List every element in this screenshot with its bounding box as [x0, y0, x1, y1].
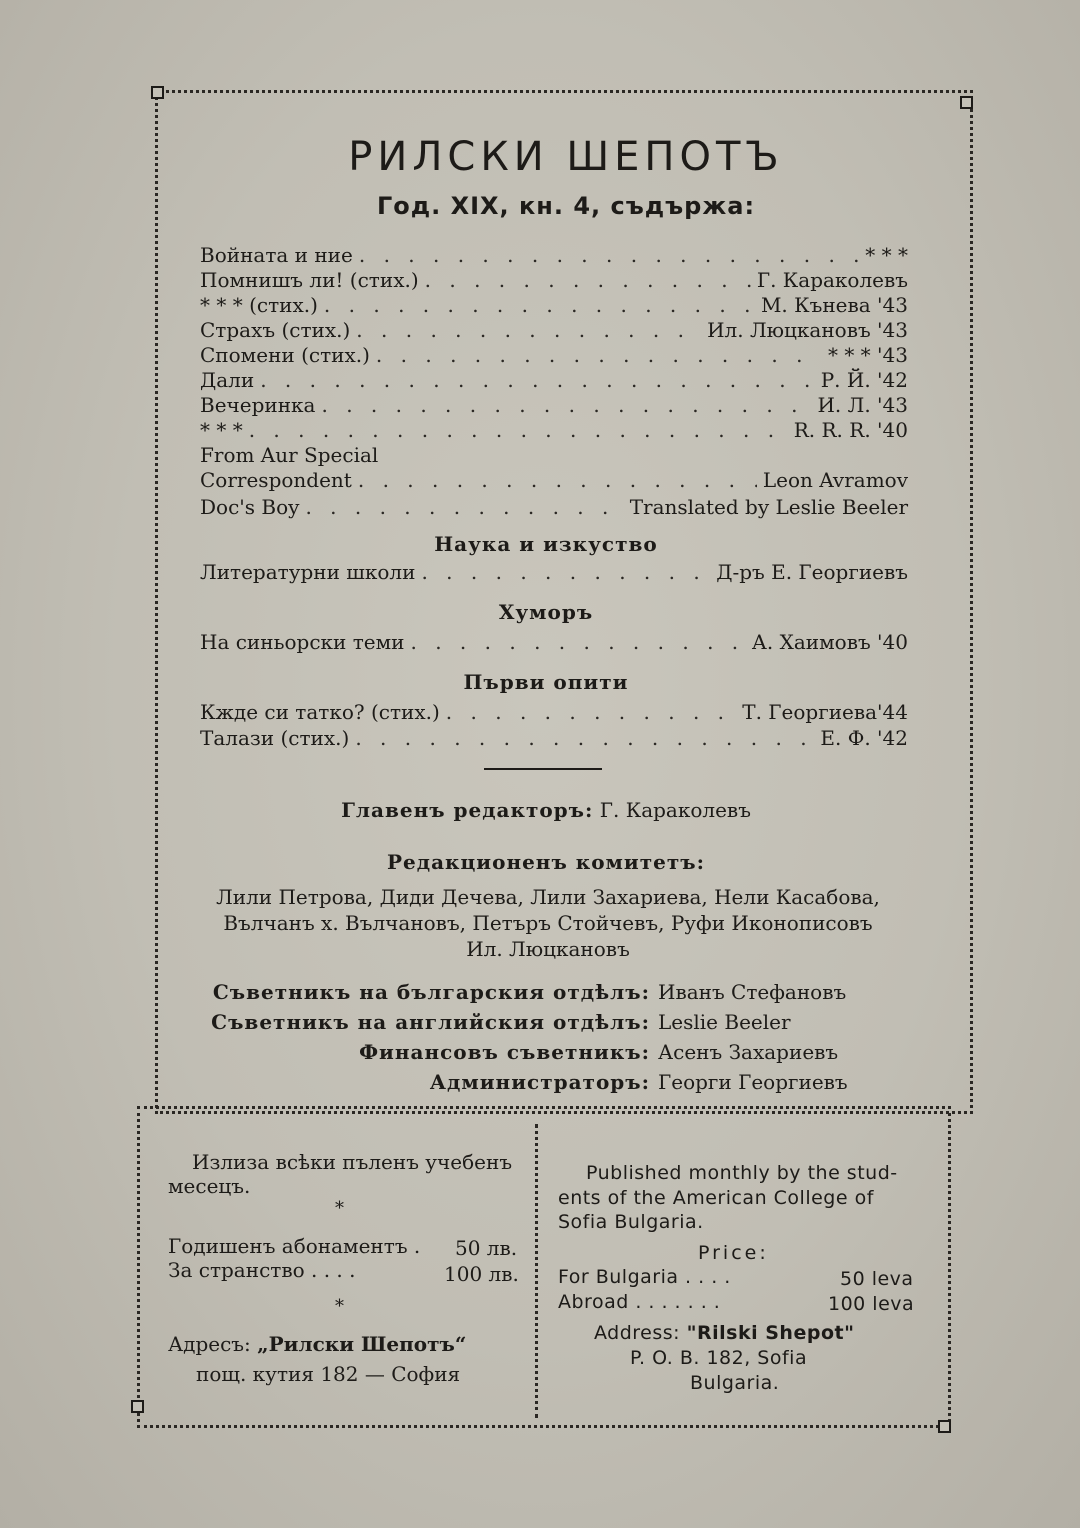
toc-entry-author: Т. Георгиева'44 [742, 700, 908, 724]
toc-entry-author: Е. Ф. '42 [820, 726, 908, 750]
toc-entry [200, 443, 908, 469]
toc-entry-title: Страхъ (стих.) [200, 318, 351, 342]
role-row [160, 1040, 880, 1068]
address-box-bg: пощ. кутия 182 — София [196, 1362, 461, 1386]
editor-line [160, 798, 932, 822]
toc-entry-title: Кжде си татко? (стих.) [200, 700, 440, 724]
corner-ornament-icon [960, 96, 973, 109]
abroad-label-bg: За странство . . . . [168, 1258, 356, 1282]
toc-entry-author: Д-ръ Е. Георгиевъ [716, 560, 908, 584]
address-country-en: Bulgaria. [690, 1372, 780, 1394]
address-line-bg [168, 1332, 466, 1356]
committee-label: Редакционенъ комитетъ: [387, 850, 705, 874]
price-value-bulgaria: 50 leva [840, 1268, 914, 1290]
address-box-en: P. O. B. 182, Sofia [630, 1347, 808, 1369]
role-name: Иванъ Стефановъ [658, 980, 847, 1004]
toc-entry-author: И. Л. '43 [817, 393, 908, 417]
address-label-bg: Адресъ: [168, 1332, 251, 1356]
toc-entry-author: R. R. R. '40 [793, 418, 908, 442]
role-label: Финансовъ съветникъ: [359, 1040, 650, 1064]
toc-entry-title: Литературни школи [200, 560, 416, 584]
committee-members [190, 884, 906, 962]
separator-rule [484, 768, 602, 770]
toc-entry-author: Translated by Leslie Beeler [629, 495, 908, 519]
publication-note-bg-cont: месецъ. [168, 1174, 251, 1198]
toc-entry [200, 368, 908, 394]
toc-entry [200, 243, 908, 269]
toc-entry [200, 560, 908, 586]
toc-entry [200, 318, 908, 344]
address-name-en: "Rilski Shepot" [686, 1322, 855, 1344]
toc-entry-title: * * * [200, 418, 243, 442]
committee-line: Вълчанъ х. Вълчановъ, Петъръ Стойчевъ, Руфи Иконописовъ [223, 911, 873, 935]
price-label-bulgaria: For Bulgaria . . . . [558, 1266, 731, 1288]
toc-entry-title: На синьорски теми [200, 630, 405, 654]
toc-entry-author: Р. Й. '42 [820, 368, 908, 392]
committee-heading [160, 850, 932, 874]
star-ornament-icon: * [335, 1198, 344, 1219]
toc-entry-author: Г. Караколевъ [756, 268, 908, 292]
price-heading: Price: [698, 1242, 769, 1264]
price-value-abroad: 100 leva [828, 1293, 915, 1315]
toc-entry-title: Вечеринка [200, 393, 316, 417]
toc-entry [200, 495, 908, 521]
toc-entry [200, 726, 908, 752]
corner-ornament-icon [131, 1400, 144, 1413]
toc-entry-title: Талази (стих.) [200, 726, 350, 750]
toc-entry [200, 393, 908, 419]
toc-entry [200, 268, 908, 294]
publication-note-en: Published monthly by the stud- [586, 1162, 898, 1184]
role-label: Съветникъ на английския отдѣлъ: [211, 1010, 650, 1034]
subscription-value: 50 лв. [455, 1236, 518, 1260]
toc-entry-title: Помнишъ ли! (стих.) [200, 268, 419, 292]
price-label-abroad: Abroad . . . . . . . [558, 1291, 721, 1313]
toc-entry [200, 343, 908, 369]
toc-entry-title: From Aur Special [200, 443, 379, 467]
issue-subtitle: Год. XIX, кн. 4, съдържа: [376, 192, 756, 220]
committee-line: Ил. Люцкановъ [466, 937, 630, 961]
committee-line: Лили Петрова, Диди Дечева, Лили Захариева, Нели Касабова, [216, 885, 880, 909]
role-label: Администраторъ: [429, 1070, 650, 1094]
address-label-en: Address: [594, 1322, 681, 1344]
toc-entry-author: Leon Avramov [762, 468, 908, 492]
toc-entry-title: Correspondent [200, 468, 352, 492]
role-row [160, 1010, 880, 1038]
corner-ornament-icon [151, 86, 164, 99]
subscription-label: Годишенъ абонаментъ . [168, 1234, 421, 1258]
abroad-value-bg: 100 лв. [444, 1262, 519, 1286]
role-row [160, 1070, 880, 1098]
toc-entry-title: Doc's Boy [200, 495, 300, 519]
address-name-bg: „Рилски Шепотъ“ [257, 1332, 467, 1356]
journal-title: РИЛСКИ ШЕПОТЪ [348, 134, 784, 180]
toc-entry-author: * * * '43 [827, 343, 908, 367]
star-ornament-icon: * [335, 1296, 344, 1317]
toc-entry [200, 418, 908, 444]
toc-entry-author: А. Хаимовъ '40 [751, 630, 908, 654]
toc-entry [200, 700, 908, 726]
section-heading: Наука и изкуство [434, 532, 658, 556]
toc-entry-title: Дали [200, 368, 255, 392]
toc-entry-author: Ил. Люцкановъ '43 [707, 318, 908, 342]
editor-label: Главенъ редакторъ: [341, 798, 594, 822]
role-label: Съветникъ на българския отдѣлъ: [212, 980, 650, 1004]
toc-entry-title: Войната и ние [200, 243, 353, 267]
bottom-column-divider [535, 1124, 538, 1418]
toc-entry-author: М. Кънева '43 [760, 293, 908, 317]
role-name: Асенъ Захариевъ [658, 1040, 839, 1064]
role-name: Георги Георгиевъ [658, 1070, 848, 1094]
toc-entry-author: * * * [865, 243, 908, 267]
section-heading: Първи опити [463, 670, 629, 694]
publication-note-bg: Излиза всѣки пъленъ учебенъ [192, 1150, 513, 1174]
corner-ornament-icon [938, 1420, 951, 1433]
editor-name: Г. Караколевъ [599, 798, 751, 822]
toc-entry-title: * * * (стих.) [200, 293, 318, 317]
section-heading: Хуморъ [498, 600, 594, 624]
address-line-en [594, 1322, 854, 1344]
role-name: Leslie Beeler [658, 1010, 791, 1034]
toc-entry [200, 293, 908, 319]
toc-entry [200, 468, 908, 494]
toc-entry [200, 630, 908, 656]
publication-note-en-3: Sofia Bulgaria. [558, 1211, 704, 1233]
role-row [160, 980, 880, 1008]
toc-entry-title: Спомени (стих.) [200, 343, 370, 367]
publication-note-en-2: ents of the American College of [558, 1187, 874, 1209]
